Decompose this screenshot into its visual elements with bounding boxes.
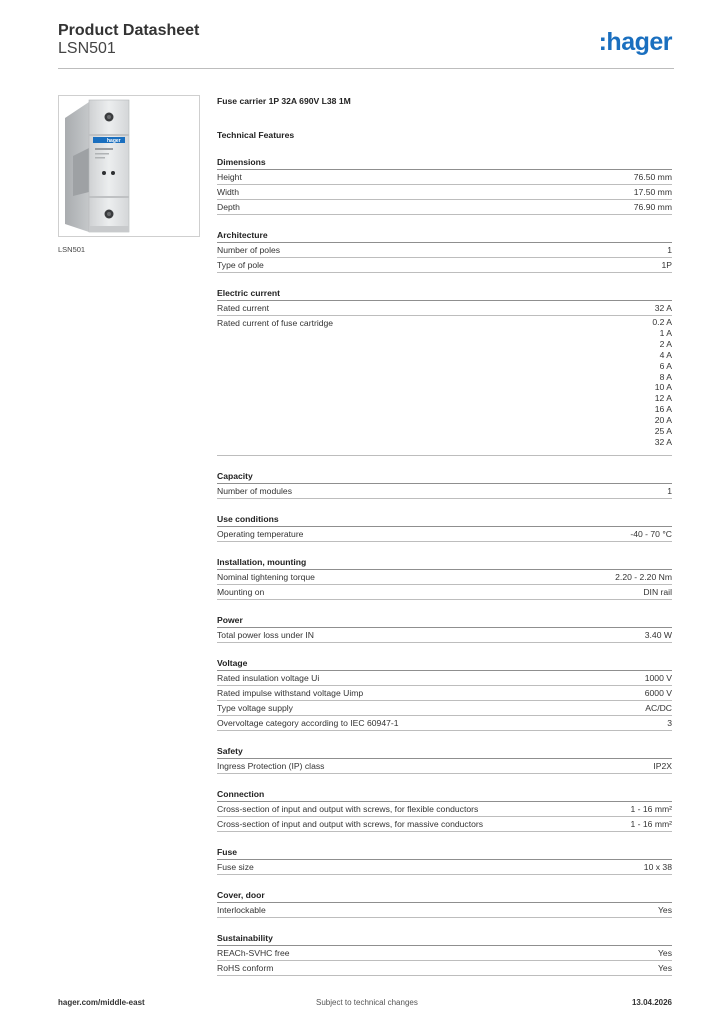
spec-row [217,716,672,731]
device-brand-label: hager [107,138,121,144]
spec-label: REACh-SVHC free [217,947,290,958]
hager-logo: :hager [598,28,672,56]
spec-row [217,484,672,499]
technical-features-heading: Technical Features [217,130,295,140]
datasheet-content [217,96,672,976]
spec-row [217,686,672,701]
spec-value: 1000 V [644,672,672,683]
spec-row [217,585,672,600]
section-title: Use conditions [217,513,672,527]
spec-value-line: 4 A [659,349,672,360]
spec-row [217,570,672,585]
section-title: Installation, mounting [217,556,672,570]
spec-row [217,200,672,215]
spec-label: Total power loss under IN [217,629,314,640]
spec-value-line: 10 A [654,382,672,393]
section-connection [217,788,672,832]
spec-value-line: 25 A [654,426,672,437]
spec-label: Mounting on [217,586,265,597]
spec-value-line: 0.2 A [652,317,672,327]
product-image [58,95,200,237]
spec-value: 6000 V [644,687,672,698]
spec-value: AC/DC [645,702,672,713]
section-fuse [217,846,672,875]
spec-value-line: 2 A [659,338,672,349]
spec-value-line: 32 A [654,436,672,447]
footer-website: hager.com/middle-east [58,998,145,1007]
spec-row [217,802,672,817]
footer-date: 13.04.2026 [631,998,672,1007]
section-use-conditions [217,513,672,542]
feature-sections [217,156,672,976]
spec-label: Number of poles [217,245,281,255]
spec-row [217,860,672,875]
spec-row [217,185,672,200]
spec-value: IP2X [653,760,672,771]
section-title: Sustainability [217,932,672,946]
spec-value: 3 [667,717,672,728]
spec-label: Type voltage supply [217,702,293,713]
spec-row [217,671,672,686]
spec-value: 17.50 mm [633,187,672,197]
spec-value-line: 6 A [659,360,672,371]
section-installation-mounting [217,556,672,600]
spec-value-line: 20 A [654,415,672,426]
spec-row [217,316,672,456]
section-title: Connection [217,788,672,802]
product-title: Fuse carrier 1P 32A 690V L38 1M [217,96,351,106]
section-title: Capacity [217,470,672,484]
section-safety [217,745,672,774]
spec-value: DIN rail [643,586,672,597]
spec-label: Rated current of fuse cartridge [217,318,334,328]
spec-row [217,258,672,273]
spec-value: Yes [657,947,672,958]
spec-label: Height [217,172,242,182]
product-code: LSN501 [58,40,116,57]
spec-row [217,527,672,542]
spec-value: Yes [657,904,672,915]
section-dimensions [217,156,672,215]
footer-notice: Subject to technical changes [316,998,418,1007]
spec-value-line: 12 A [654,393,672,404]
section-capacity [217,470,672,499]
spec-value-line: 1 A [659,327,672,338]
image-caption: LSN501 [58,245,86,254]
spec-label: Cross-section of input and output with screws, for flexible conductors [217,803,479,814]
spec-value: 32 A [654,303,672,313]
spec-row [217,628,672,643]
spec-value-line: 16 A [654,404,672,415]
spec-row [217,301,672,316]
section-title: Architecture [217,229,672,243]
spec-value: 76.50 mm [633,172,672,182]
spec-row [217,961,672,976]
spec-label: Rated insulation voltage Ui [217,672,320,683]
spec-label: Ingress Protection (IP) class [217,760,325,771]
section-electric-current [217,287,672,456]
fuse-carrier-illustration [59,96,199,236]
section-title: Power [217,614,672,628]
spec-value: 1P [661,260,672,270]
spec-value: 10 x 38 [643,861,672,872]
spec-label: RoHS conform [217,962,274,973]
spec-value: -40 - 70 °C [630,528,672,539]
spec-label: Cross-section of input and output with screws, for massive conductors [217,818,484,829]
spec-value: 3.40 W [644,629,672,640]
spec-row [217,243,672,258]
spec-label: Rated current [217,303,270,313]
spec-label: Nominal tightening torque [217,571,315,582]
section-architecture [217,229,672,273]
section-title: Cover, door [217,889,672,903]
spec-label: Fuse size [217,861,254,872]
spec-row [217,701,672,716]
spec-row [217,170,672,185]
spec-row [217,817,672,832]
spec-label: Depth [217,202,240,212]
spec-value: 1 - 16 mm² [630,803,672,814]
spec-label: Rated impulse withstand voltage Uimp [217,687,364,698]
spec-value: 2.20 - 2.20 Nm [615,571,672,582]
section-cover-door [217,889,672,918]
section-title: Dimensions [217,156,672,170]
spec-label: Width [217,187,239,197]
header-divider [58,68,674,69]
spec-value [652,316,672,449]
spec-label: Number of modules [217,485,292,496]
spec-value: 1 [667,245,672,255]
section-title: Electric current [217,287,672,301]
spec-label: Interlockable [217,904,266,915]
spec-label: Overvoltage category according to IEC 60947-1 [217,717,399,728]
section-title: Fuse [217,846,672,860]
section-title: Safety [217,745,672,759]
page-title: Product Datasheet [58,22,200,39]
spec-label: Type of pole [217,260,264,270]
spec-row [217,759,672,774]
section-title: Voltage [217,657,672,671]
section-power [217,614,672,643]
spec-value-line: 8 A [659,371,672,382]
section-voltage [217,657,672,731]
spec-label: Operating temperature [217,528,304,539]
spec-value: 76.90 mm [633,202,672,212]
spec-row [217,946,672,961]
spec-value: 1 [667,485,672,496]
section-sustainability [217,932,672,976]
spec-value: 1 - 16 mm² [630,818,672,829]
spec-row [217,903,672,918]
spec-value: Yes [657,962,672,973]
